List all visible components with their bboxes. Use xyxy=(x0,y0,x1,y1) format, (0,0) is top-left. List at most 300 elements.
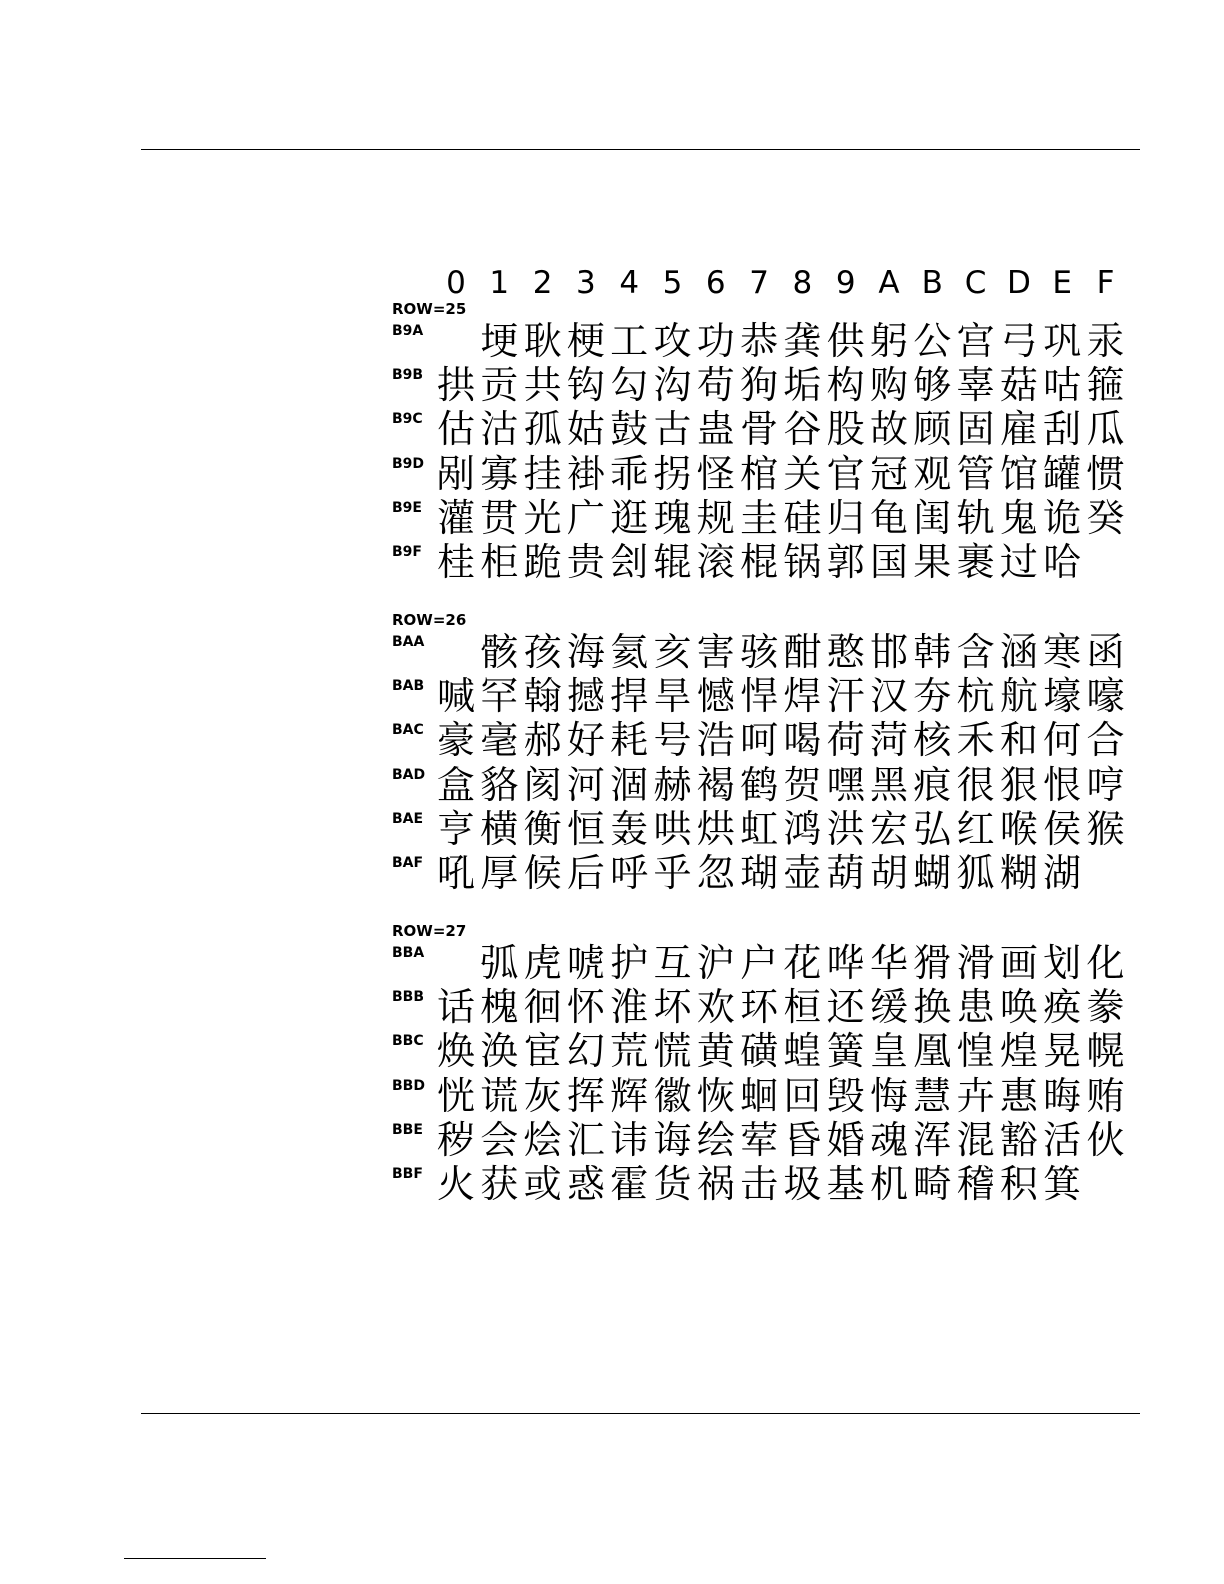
glyph-cell: 管 xyxy=(956,451,995,496)
glyph-cell: 杭 xyxy=(956,674,995,719)
glyph-cell: 光 xyxy=(523,495,562,540)
glyph-cell: 滚 xyxy=(696,540,735,584)
glyph-cell: 黄 xyxy=(696,1029,735,1074)
glyph-cell: 褂 xyxy=(566,451,605,496)
glyph-cell: 拐 xyxy=(653,451,692,496)
glyph-cell: 划 xyxy=(1043,941,1082,985)
glyph-cell: 箍 xyxy=(1086,363,1125,408)
glyph-cell: 孤 xyxy=(523,407,562,452)
code-prefix: BBE xyxy=(392,1121,423,1138)
glyph-cell: 贿 xyxy=(1086,1073,1125,1118)
glyph-cell: 毁 xyxy=(826,1073,865,1118)
glyph-cell: 获 xyxy=(480,1162,519,1206)
glyph-cell: 龟 xyxy=(869,495,908,540)
hex-header-3: 3 xyxy=(576,265,596,301)
glyph-cell: 户 xyxy=(740,941,779,985)
code-prefix: BAA xyxy=(392,634,425,650)
glyph-cell: 拱 xyxy=(436,363,475,408)
glyph-cell: 贡 xyxy=(480,363,519,408)
glyph-cell: 股 xyxy=(826,407,865,452)
glyph-cell: 狐 xyxy=(956,851,995,895)
glyph-cell: 荤 xyxy=(740,1117,779,1162)
glyph-cell: 攻 xyxy=(653,319,692,363)
glyph-cell: 悔 xyxy=(869,1073,908,1118)
glyph-cell: 痕 xyxy=(913,762,952,807)
glyph-cell: 海 xyxy=(566,630,605,674)
glyph-cell: 含 xyxy=(956,630,995,674)
glyph-cell: 昏 xyxy=(783,1117,822,1162)
glyph-cell: 圾 xyxy=(783,1162,822,1206)
hex-header-0: 0 xyxy=(446,265,466,301)
glyph-cell: 耿 xyxy=(523,319,562,363)
glyph-cell: 工 xyxy=(610,319,649,363)
glyph-cell: 汞 xyxy=(1086,319,1125,363)
glyph-cell: 慌 xyxy=(653,1029,692,1074)
glyph-cell: 洪 xyxy=(826,806,865,851)
glyph-cell: 梗 xyxy=(566,319,605,363)
glyph-cell: 互 xyxy=(653,941,692,985)
glyph-cell: 或 xyxy=(523,1162,562,1206)
hex-header-8: 8 xyxy=(792,265,813,301)
glyph-cell: 胡 xyxy=(869,851,908,895)
glyph-cell: 话 xyxy=(436,985,475,1030)
glyph-cell: 伙 xyxy=(1086,1117,1125,1162)
glyph-cell: 换 xyxy=(913,985,952,1030)
glyph-cell: 公 xyxy=(913,319,952,363)
glyph-cell: 还 xyxy=(826,985,865,1030)
glyph-cell: 躬 xyxy=(869,319,908,363)
glyph-cell: 鹤 xyxy=(740,762,779,807)
glyph-cell: 固 xyxy=(956,407,995,452)
glyph-cell: 嚎 xyxy=(1086,674,1125,719)
glyph-cell: 骸 xyxy=(480,630,519,674)
glyph-cell: 惠 xyxy=(999,1073,1038,1118)
glyph-cell: 硅 xyxy=(783,495,822,540)
glyph-cell: 宦 xyxy=(523,1029,562,1074)
glyph-cell: 馆 xyxy=(999,451,1038,496)
glyph-cell: 好 xyxy=(566,718,605,763)
code-line xyxy=(0,363,1135,407)
glyph-cell: 化 xyxy=(1086,941,1125,985)
glyph-cell: 旱 xyxy=(653,674,692,719)
glyph-cell: 故 xyxy=(869,407,908,452)
glyph-cell: 汇 xyxy=(566,1117,605,1162)
glyph-cell: 侯 xyxy=(1043,806,1082,851)
glyph-cell: 虹 xyxy=(740,806,779,851)
footnote-rule xyxy=(124,1558,266,1559)
glyph-cell: 呼 xyxy=(610,851,649,895)
hex-header-f: F xyxy=(1096,265,1115,301)
glyph-cell: 红 xyxy=(956,806,995,851)
glyph-cell: 国 xyxy=(869,540,908,584)
glyph-cell: 恢 xyxy=(696,1073,735,1118)
glyph-cell: 挂 xyxy=(523,451,562,496)
glyph-cell: 晦 xyxy=(1043,1073,1082,1118)
code-line xyxy=(0,1029,1135,1073)
hex-header-4: 4 xyxy=(619,265,640,301)
glyph-cell: 规 xyxy=(696,495,735,540)
glyph-cell: 剐 xyxy=(436,451,475,496)
glyph-cell: 皇 xyxy=(869,1029,908,1074)
glyph-cell: 吼 xyxy=(436,851,475,895)
glyph-cell: 坏 xyxy=(653,985,692,1030)
code-prefix: B9E xyxy=(392,499,422,516)
glyph-cell: 柜 xyxy=(480,540,519,584)
glyph-cell: 阂 xyxy=(523,762,562,807)
glyph-cell: 惶 xyxy=(956,1029,995,1074)
glyph-cell xyxy=(435,630,478,674)
glyph-cell: 瓜 xyxy=(1086,407,1125,452)
glyph-cell: 瑰 xyxy=(653,495,692,540)
glyph-cell: 顾 xyxy=(913,407,952,452)
glyph-cell: 焕 xyxy=(436,1029,475,1074)
glyph-cell: 患 xyxy=(956,985,995,1030)
section-row-label: ROW=27 xyxy=(392,922,467,940)
glyph-cell: 蛔 xyxy=(740,1073,779,1118)
glyph-cell: 弓 xyxy=(999,319,1038,363)
glyph-cell: 浩 xyxy=(696,718,735,763)
glyph-cell: 骨 xyxy=(740,407,779,452)
glyph-cell: 恭 xyxy=(740,319,779,363)
glyph-cell: 哼 xyxy=(1086,762,1125,807)
glyph-cell: 捍 xyxy=(610,674,649,719)
glyph-cell: 稽 xyxy=(956,1162,995,1206)
glyph-cell: 槐 xyxy=(480,985,519,1030)
glyph-cell: 骇 xyxy=(740,630,779,674)
glyph-cell: 幻 xyxy=(566,1029,605,1074)
glyph-cell: 韩 xyxy=(913,630,952,674)
glyph-cell: 赫 xyxy=(653,762,692,807)
code-prefix: B9C xyxy=(392,411,423,428)
glyph-cell: 滑 xyxy=(956,941,995,985)
glyph-cell: 诲 xyxy=(653,1117,692,1162)
glyph-cell: 护 xyxy=(610,941,649,985)
glyph-cell: 贯 xyxy=(480,495,519,540)
glyph-cell: 沟 xyxy=(653,363,692,408)
code-line xyxy=(0,452,1135,496)
hex-header-7: 7 xyxy=(749,265,769,301)
glyph-cell: 猾 xyxy=(913,941,952,985)
glyph-cell: 圭 xyxy=(740,495,779,540)
glyph-cell: 箕 xyxy=(1043,1162,1082,1206)
code-line xyxy=(0,763,1135,807)
glyph-cell xyxy=(435,941,478,985)
glyph-cell: 击 xyxy=(740,1162,779,1206)
glyph-cell: 画 xyxy=(999,941,1038,985)
glyph-cell: 霍 xyxy=(610,1162,649,1206)
section-row-label: ROW=25 xyxy=(392,300,467,318)
glyph-cell: 灌 xyxy=(436,495,475,540)
glyph-cell: 喝 xyxy=(783,718,822,763)
code-line xyxy=(0,407,1135,451)
glyph-cell: 狠 xyxy=(999,762,1038,807)
hex-header-2: 2 xyxy=(532,265,553,301)
glyph-cell: 棺 xyxy=(740,451,779,496)
glyph-cell: 灰 xyxy=(523,1073,562,1118)
glyph-cell: 逛 xyxy=(610,495,649,540)
glyph-cell: 裹 xyxy=(956,540,995,584)
code-prefix: B9D xyxy=(392,455,425,472)
glyph-cell: 环 xyxy=(740,985,779,1030)
glyph-cell: 古 xyxy=(653,407,692,452)
hex-header-1: 1 xyxy=(489,265,510,301)
glyph-cell: 鬼 xyxy=(999,495,1038,540)
glyph-cell: 够 xyxy=(913,363,952,408)
glyph-cell: 黑 xyxy=(869,762,908,807)
glyph-cell: 禾 xyxy=(956,718,995,763)
glyph-cell: 衡 xyxy=(523,806,562,851)
glyph-cell: 虎 xyxy=(523,941,562,985)
glyph-cell: 盒 xyxy=(436,762,475,807)
glyph-cell: 会 xyxy=(480,1117,519,1162)
glyph-cell: 恍 xyxy=(436,1073,475,1118)
glyph-cell: 乎 xyxy=(653,851,692,895)
glyph-cell: 过 xyxy=(999,540,1038,584)
glyph-cell: 癸 xyxy=(1086,495,1125,540)
glyph-cell: 喊 xyxy=(436,674,475,719)
code-prefix: BBC xyxy=(392,1033,424,1050)
glyph-cell: 桓 xyxy=(783,985,822,1030)
code-prefix: BAB xyxy=(392,678,425,695)
glyph-cell: 罕 xyxy=(480,674,519,719)
glyph-cell: 轨 xyxy=(956,495,995,540)
glyph-cell: 宏 xyxy=(869,806,908,851)
glyph-cell: 功 xyxy=(696,319,735,363)
code-prefix: BBB xyxy=(392,989,425,1006)
glyph-cell: 亥 xyxy=(653,630,692,674)
glyph-cell: 幌 xyxy=(1086,1029,1125,1074)
code-line xyxy=(0,319,1135,363)
glyph-cell xyxy=(1084,1162,1127,1206)
glyph-cell: 煌 xyxy=(999,1029,1038,1074)
glyph-cell: 氦 xyxy=(610,630,649,674)
glyph-cell: 乖 xyxy=(610,451,649,496)
code-line xyxy=(0,807,1135,851)
hex-header-5: 5 xyxy=(662,265,683,301)
glyph-cell: 鼓 xyxy=(610,407,649,452)
glyph-cell: 烩 xyxy=(523,1117,562,1162)
glyph-cell: 涣 xyxy=(480,1029,519,1074)
glyph-cell: 慧 xyxy=(913,1073,952,1118)
glyph-cell: 夯 xyxy=(913,674,952,719)
glyph-cell: 刽 xyxy=(610,540,649,584)
glyph-cell: 货 xyxy=(653,1162,692,1206)
glyph-cell: 悍 xyxy=(740,674,779,719)
glyph-cell: 合 xyxy=(1086,718,1125,763)
glyph-cell: 贺 xyxy=(783,762,822,807)
hex-header-d: D xyxy=(1006,265,1031,301)
glyph-cell: 毫 xyxy=(480,718,519,763)
glyph-cell: 轰 xyxy=(610,806,649,851)
hex-header-a: A xyxy=(878,265,900,301)
glyph-cell: 共 xyxy=(523,363,562,408)
hex-header-c: C xyxy=(964,265,987,301)
glyph-cell: 磺 xyxy=(740,1029,779,1074)
glyph-cell: 壶 xyxy=(783,851,822,895)
glyph-cell: 徽 xyxy=(653,1073,692,1118)
glyph-cell: 辜 xyxy=(956,363,995,408)
glyph-cell: 欢 xyxy=(696,985,735,1030)
glyph-cell: 闺 xyxy=(913,495,952,540)
glyph-cell: 讳 xyxy=(610,1117,649,1162)
glyph-cell: 邯 xyxy=(869,630,908,674)
glyph-cell: 函 xyxy=(1086,630,1125,674)
glyph-cell: 棍 xyxy=(740,540,779,584)
glyph-cell: 魂 xyxy=(869,1117,908,1162)
code-prefix: BAD xyxy=(392,766,426,783)
glyph-cell: 缓 xyxy=(869,985,908,1030)
glyph-cell: 华 xyxy=(869,941,908,985)
glyph-cell: 忽 xyxy=(696,851,735,895)
hex-header-6: 6 xyxy=(705,265,726,301)
glyph-cell: 凰 xyxy=(913,1029,952,1074)
glyph-cell: 辉 xyxy=(610,1073,649,1118)
glyph-cell: 苟 xyxy=(696,363,735,408)
glyph-cell: 簧 xyxy=(826,1029,865,1074)
code-line xyxy=(0,540,1135,584)
glyph-cell: 焊 xyxy=(783,674,822,719)
glyph-cell: 哄 xyxy=(653,806,692,851)
glyph-cell: 姑 xyxy=(566,407,605,452)
hex-header-e: E xyxy=(1052,265,1072,301)
glyph-cell: 何 xyxy=(1043,718,1082,763)
glyph-cell: 荷 xyxy=(826,718,865,763)
glyph-cell: 和 xyxy=(999,718,1038,763)
glyph-cell: 晃 xyxy=(1043,1029,1082,1074)
glyph-cell: 豢 xyxy=(1086,985,1125,1030)
section-row-label: ROW=26 xyxy=(392,611,467,629)
glyph-cell: 弧 xyxy=(480,941,519,985)
code-prefix: B9B xyxy=(392,367,424,384)
glyph-cell: 涸 xyxy=(610,762,649,807)
glyph-cell: 涵 xyxy=(999,630,1038,674)
glyph-cell: 绘 xyxy=(696,1117,735,1162)
glyph-cell: 鸿 xyxy=(783,806,822,851)
glyph-cell: 湖 xyxy=(1043,851,1082,895)
glyph-cell: 刮 xyxy=(1043,407,1082,452)
glyph-cell: 购 xyxy=(869,363,908,408)
glyph-cell: 蝴 xyxy=(913,851,952,895)
glyph-cell: 龚 xyxy=(783,319,822,363)
glyph-cell xyxy=(435,319,478,363)
glyph-cell: 貉 xyxy=(480,762,519,807)
glyph-cell: 估 xyxy=(436,407,475,452)
glyph-cell: 基 xyxy=(826,1162,865,1206)
glyph-cell: 沽 xyxy=(480,407,519,452)
glyph-cell: 哗 xyxy=(826,941,865,985)
glyph-cell: 供 xyxy=(826,319,865,363)
glyph-cell: 怀 xyxy=(566,985,605,1030)
glyph-cell: 菏 xyxy=(869,718,908,763)
glyph-cell: 菇 xyxy=(999,363,1038,408)
glyph-cell: 憾 xyxy=(696,674,735,719)
glyph-cell: 狗 xyxy=(740,363,779,408)
code-line xyxy=(0,941,1135,985)
code-prefix: BAE xyxy=(392,810,424,827)
glyph-cell: 关 xyxy=(783,451,822,496)
glyph-cell: 痪 xyxy=(1043,985,1082,1030)
glyph-cell: 辊 xyxy=(653,540,692,584)
glyph-cell: 惑 xyxy=(566,1162,605,1206)
code-line xyxy=(0,1118,1135,1162)
glyph-cell: 淮 xyxy=(610,985,649,1030)
glyph-cell: 构 xyxy=(826,363,865,408)
glyph-cell: 沪 xyxy=(696,941,735,985)
glyph-cell: 埂 xyxy=(480,319,519,363)
glyph-cell: 垢 xyxy=(783,363,822,408)
glyph-cell: 豁 xyxy=(999,1117,1038,1162)
glyph-cell: 核 xyxy=(913,718,952,763)
glyph-cell xyxy=(1084,540,1127,584)
glyph-cell: 桂 xyxy=(436,540,475,584)
code-prefix: BBA xyxy=(392,945,425,961)
glyph-cell: 怪 xyxy=(696,451,735,496)
glyph-cell: 候 xyxy=(523,851,562,895)
glyph-cell: 积 xyxy=(999,1162,1038,1206)
glyph-cell: 寡 xyxy=(480,451,519,496)
glyph-cell: 汗 xyxy=(826,674,865,719)
glyph-cell: 横 xyxy=(480,806,519,851)
glyph-cell: 惯 xyxy=(1086,451,1125,496)
glyph-cell: 弘 xyxy=(913,806,952,851)
glyph-cell: 壕 xyxy=(1043,674,1082,719)
hex-header-b: B xyxy=(921,265,943,301)
glyph-cell: 畸 xyxy=(913,1162,952,1206)
glyph-cell: 河 xyxy=(566,762,605,807)
glyph-cell: 豪 xyxy=(436,718,475,763)
glyph-cell: 很 xyxy=(956,762,995,807)
glyph-cell: 亨 xyxy=(436,806,475,851)
code-prefix: BAC xyxy=(392,722,424,739)
glyph-cell: 郭 xyxy=(826,540,865,584)
glyph-cell: 活 xyxy=(1043,1117,1082,1162)
code-line xyxy=(0,496,1135,540)
glyph-cell: 官 xyxy=(826,451,865,496)
glyph-cell: 烘 xyxy=(696,806,735,851)
glyph-cell: 雇 xyxy=(999,407,1038,452)
code-prefix: BBD xyxy=(392,1077,425,1094)
glyph-cell: 巩 xyxy=(1043,319,1082,363)
glyph-cell: 郝 xyxy=(523,718,562,763)
glyph-cell: 糊 xyxy=(999,851,1038,895)
glyph-cell: 耗 xyxy=(610,718,649,763)
code-line xyxy=(0,985,1135,1029)
glyph-cell: 酣 xyxy=(783,630,822,674)
glyph-cell: 葫 xyxy=(826,851,865,895)
glyph-cell: 孩 xyxy=(523,630,562,674)
glyph-cell: 冠 xyxy=(869,451,908,496)
bottom-rule xyxy=(141,1413,1140,1414)
glyph-cell: 航 xyxy=(999,674,1038,719)
glyph-cell: 归 xyxy=(826,495,865,540)
glyph-cell: 咕 xyxy=(1043,363,1082,408)
glyph-cell: 机 xyxy=(869,1162,908,1206)
glyph-cell: 后 xyxy=(566,851,605,895)
glyph-cell: 嘿 xyxy=(826,762,865,807)
glyph-cell: 秽 xyxy=(436,1117,475,1162)
code-prefix: BBF xyxy=(392,1166,423,1182)
glyph-cell: 回 xyxy=(783,1073,822,1118)
glyph-cell: 恨 xyxy=(1043,762,1082,807)
glyph-cell: 宫 xyxy=(956,319,995,363)
code-prefix: B9A xyxy=(392,323,424,339)
glyph-cell: 撼 xyxy=(566,674,605,719)
glyph-cell: 卉 xyxy=(956,1073,995,1118)
glyph-cell: 贵 xyxy=(566,540,605,584)
glyph-cell xyxy=(1084,851,1127,895)
code-line xyxy=(0,1074,1135,1118)
glyph-cell: 唤 xyxy=(999,985,1038,1030)
